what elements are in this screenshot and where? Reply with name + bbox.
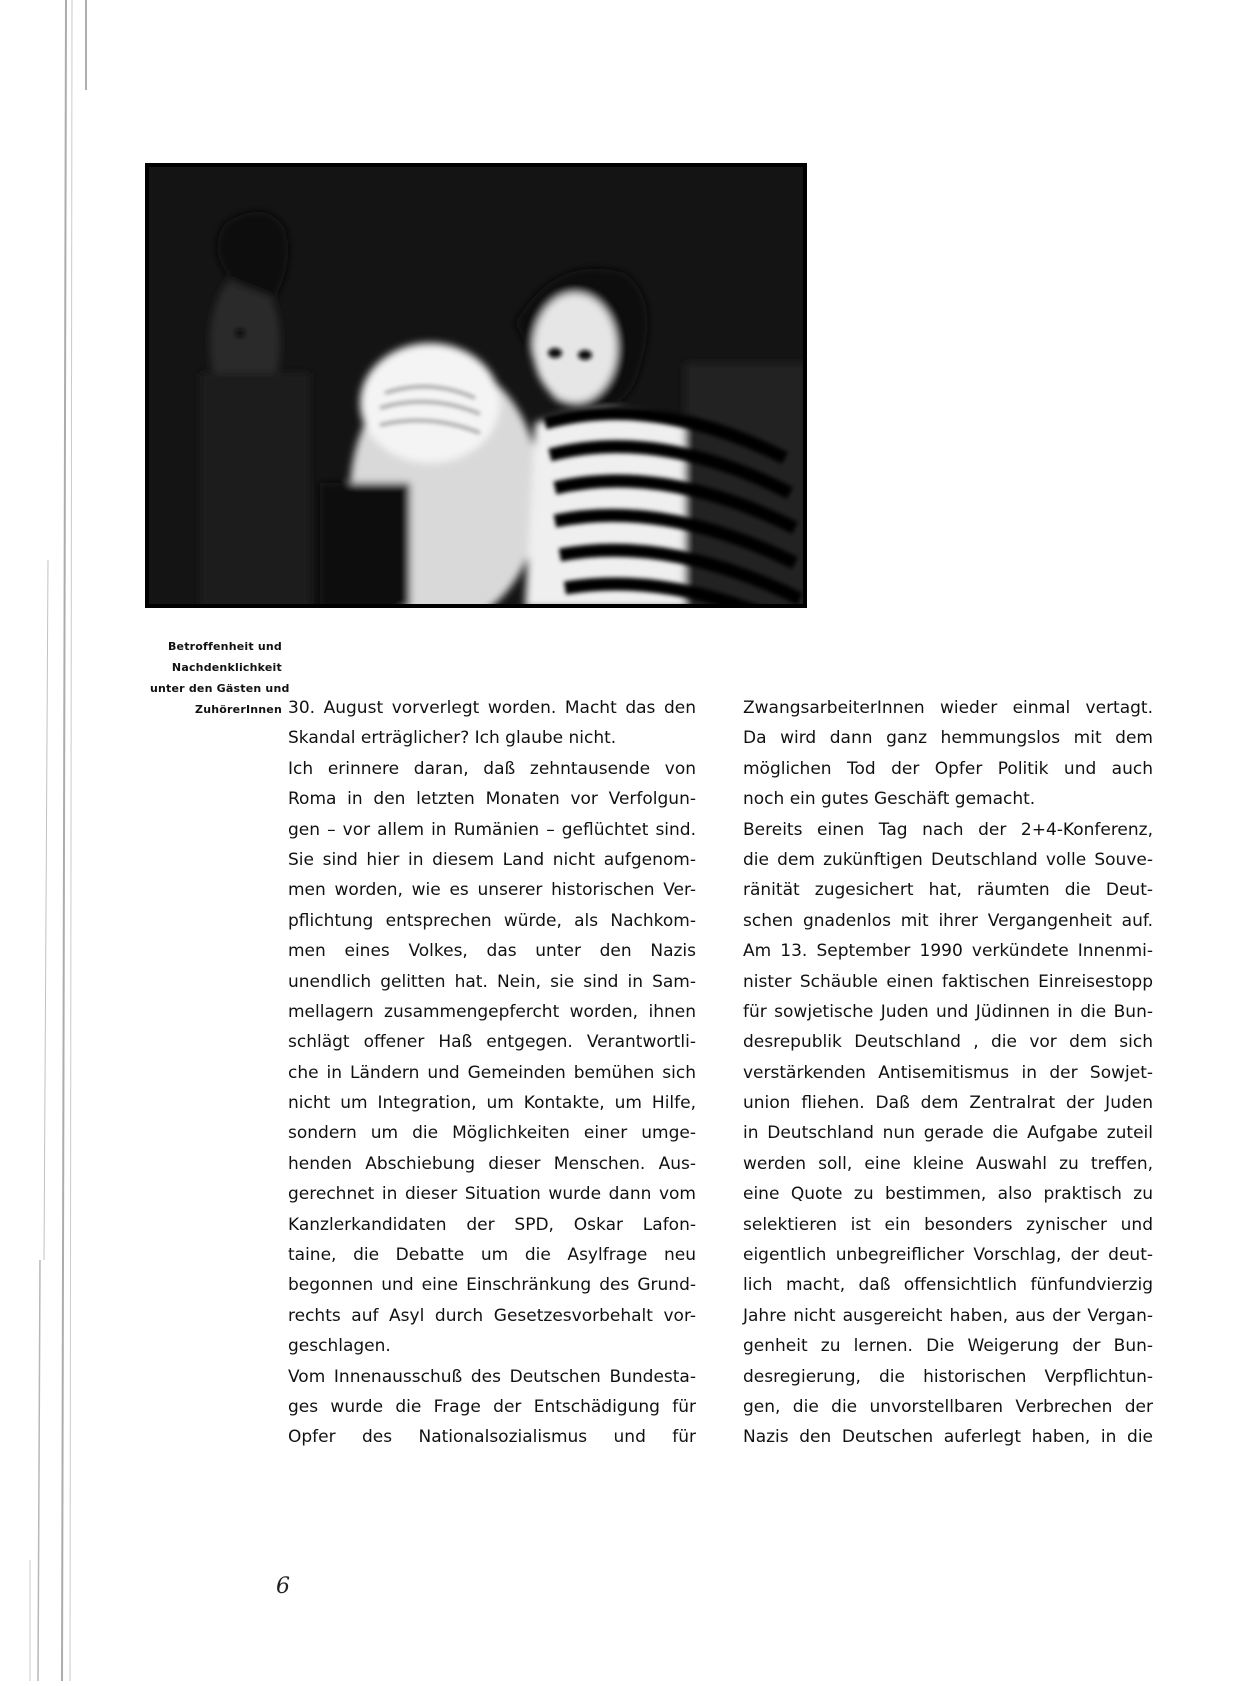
text-line: schlägt offener Haß entgegen. Verantwortli- [288,1032,696,1053]
text-line: selektieren ist ein besonders zynischer und [743,1214,1153,1235]
text-line: die dem zukünftigen Deutschland volle Souve- [743,849,1153,870]
text-line: für sowjetische Juden und Jüdinnen in die Bun- [743,1001,1153,1022]
text-line: geschlagen. [288,1336,391,1357]
caption-line: Nachdenklichkeit [171,661,282,674]
text-line: nister Schäuble einen faktischen Einreisestopp [743,971,1153,992]
text-column-left [288,693,696,1453]
text-line: 30. August vorverlegt worden. Macht das den [288,698,696,718]
text-line: men eines Volkes, das unter den Nazis [288,941,696,962]
text-line: pflichtung entsprechen würde, als Nachkom- [288,910,696,931]
text-line: Ich erinnere daran, daß zehntausende von [288,758,696,779]
text-line: ränität zugesichert hat, räumten die Deut- [743,880,1153,901]
text-line: Bereits einen Tag nach der 2+4-Konferenz, [743,819,1153,840]
text-line: Da wird dann ganz hemmungslos mit dem [743,728,1153,749]
photo-caption [150,636,290,720]
text-line: mellagern zusammengepfercht worden, ihnen [288,1001,696,1022]
text-line: sondern um die Möglichkeiten einer umge- [288,1123,696,1144]
text-line: gen – vor allem in Rumänien – geflüchtet sind. [288,819,696,840]
text-line: genheit zu lernen. Die Weigerung der Bun- [743,1336,1153,1357]
page-number: 6 [276,1574,290,1599]
text-line: nicht um Integration, um Kontakte, um Hilfe, [288,1093,696,1114]
text-line: verstärkenden Antisemitismus in der Sowjet- [743,1062,1153,1083]
text-line: möglichen Tod der Opfer Politik und auch [743,758,1153,779]
text-line: desrepublik Deutschland , die vor dem sich [743,1032,1153,1053]
text-column-right [743,693,1153,1453]
text-line: union fliehen. Daß dem Zentralrat der Juden [743,1093,1153,1114]
text-line: schen gnadenlos mit ihrer Vergangenheit auf. [743,910,1153,931]
text-line: noch ein gutes Geschäft gemacht. [743,789,1036,810]
text-line: men worden, wie es unserer historischen Ver- [288,880,696,901]
text-line: gen, die die unvorstellbaren Verbrechen der [743,1396,1153,1417]
text-line: Skandal erträglicher? Ich glaube nicht. [288,728,617,749]
text-line: Vom Innenausschuß des Deutschen Bundesta- [288,1366,696,1387]
caption-line: Betroffenheit und [167,640,282,653]
text-line: ZwangsarbeiterInnen wieder einmal vertagt. [743,698,1153,718]
text-line: lich macht, daß offensichtlich fünfundvierzig [743,1275,1153,1296]
caption-line: unter den Gästen und [150,682,290,695]
text-line: werden soll, eine kleine Auswahl zu treffen, [743,1153,1153,1174]
text-line: eigentlich unbegreiflicher Vorschlag, der deut- [743,1245,1153,1266]
text-line: rechts auf Asyl durch Gesetzesvorbehalt vor- [288,1305,696,1326]
caption-line: ZuhörerInnen [195,703,282,716]
binding-shadow [0,0,130,1681]
text-line: taine, die Debatte um die Asylfrage neu [288,1245,696,1266]
audience-photo [145,163,807,608]
text-line: Kanzlerkandidaten der SPD, Oskar Lafon- [288,1214,696,1235]
text-line: gerechnet in dieser Situation wurde dann vom [288,1184,696,1205]
text-line: in Deutschland nun gerade die Aufgabe zuteil [743,1123,1153,1144]
text-line: desregierung, die historischen Verpflichtun- [743,1366,1153,1387]
text-line: henden Abschiebung dieser Menschen. Aus- [288,1153,696,1174]
text-line: Roma in den letzten Monaten vor Verfolgun- [288,789,696,810]
text-line: eine Quote zu bestimmen, also praktisch zu [743,1184,1153,1205]
text-line: Am 13. September 1990 verkündete Innenmi- [743,941,1153,962]
text-line: che in Ländern und Gemeinden bemühen sich [288,1062,696,1083]
text-line: Opfer des Nationalsozialismus und für [288,1427,696,1448]
text-line: begonnen und eine Einschränkung des Grund- [288,1275,696,1296]
text-line: Sie sind hier in diesem Land nicht aufgenom- [288,849,696,870]
text-line: Nazis den Deutschen auferlegt haben, in die [743,1427,1153,1448]
text-line: ges wurde die Frage der Entschädigung für [288,1396,696,1417]
text-line: Jahre nicht ausgereicht haben, aus der Vergan- [743,1305,1153,1326]
text-line: unendlich gelitten hat. Nein, sie sind in Sam- [288,971,696,992]
